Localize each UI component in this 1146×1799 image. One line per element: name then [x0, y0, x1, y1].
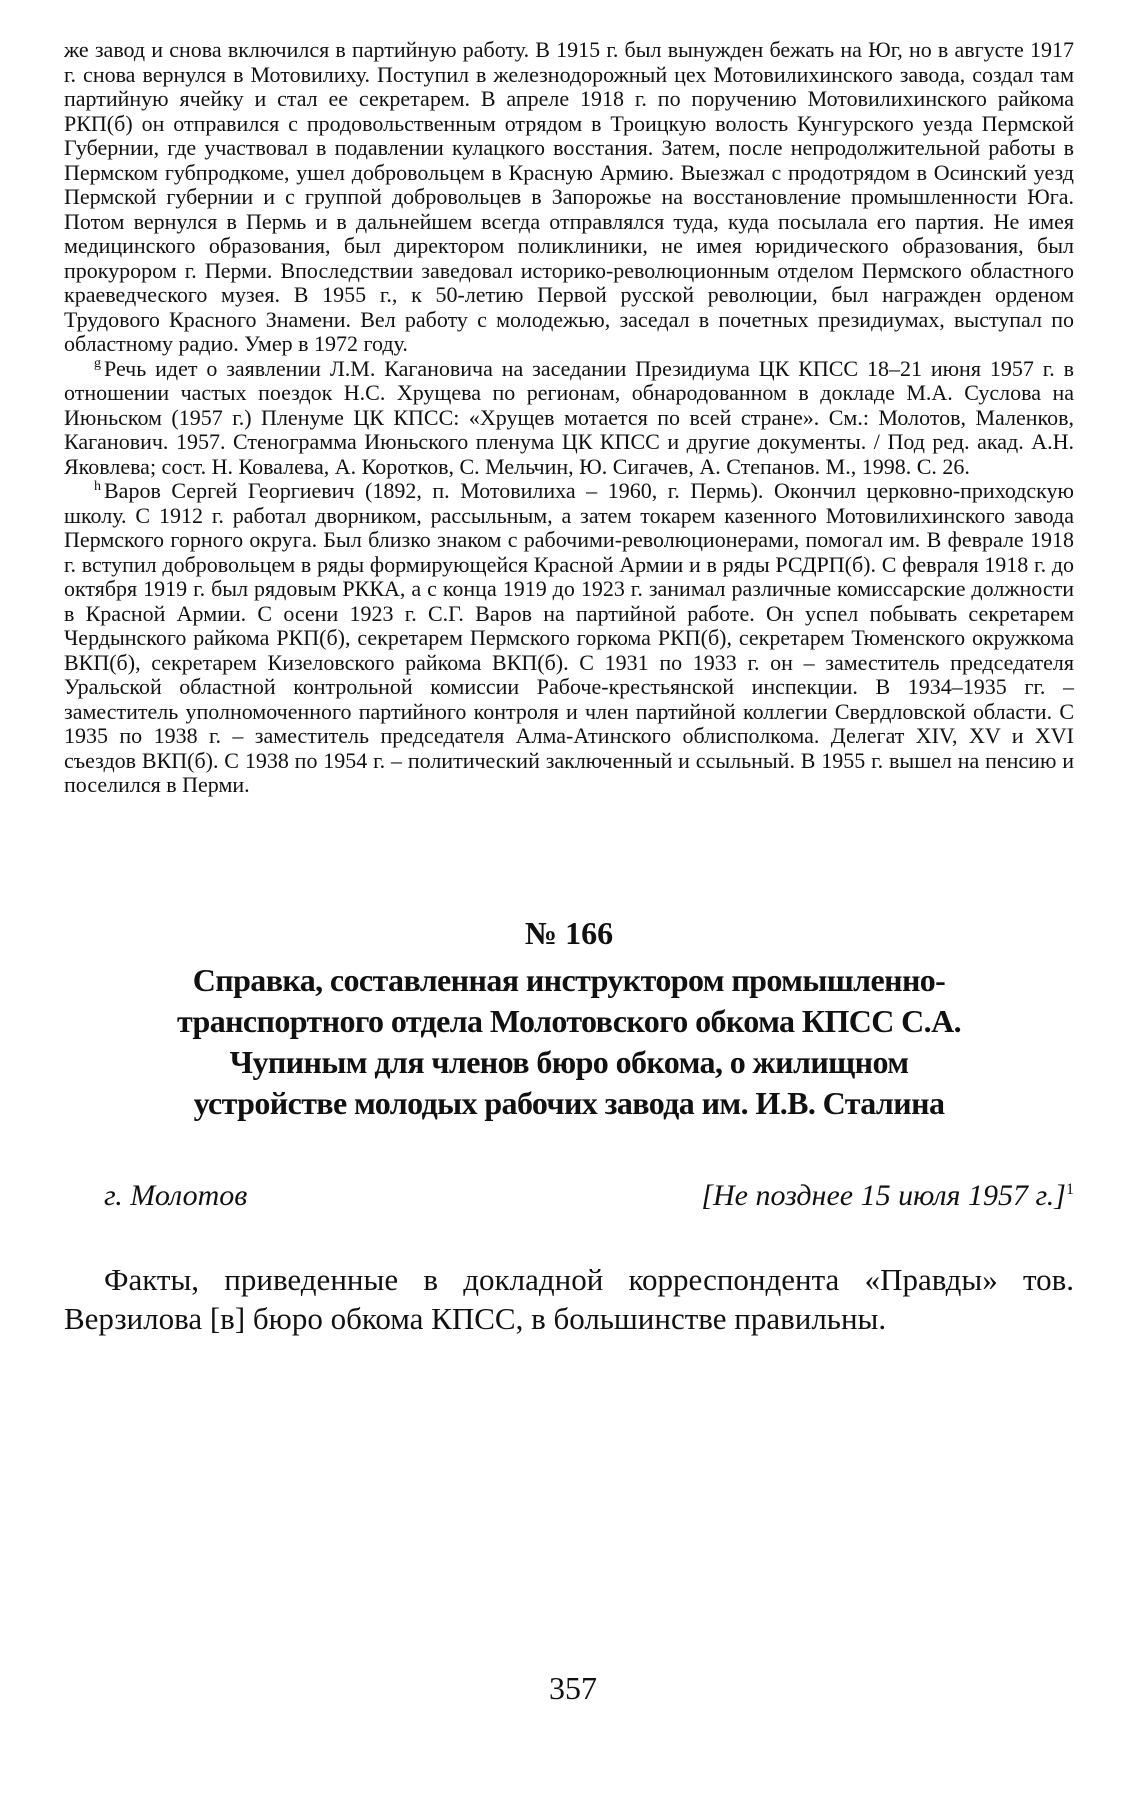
- footnote-marker-g: g: [94, 356, 101, 372]
- document-place: г. Молотов: [104, 1178, 248, 1212]
- footnote-h: [64, 479, 1074, 798]
- document-date-note: 1: [1066, 1180, 1074, 1198]
- footnote-h-text: Варов Сергей Георгиевич (1892, п. Мотовилиха – 1960, г. Пермь). Окончил церковно-приходскую школу. С 1912 г. работал дворником, рассыльным, а затем токарем казенного Мотовилихинского завода Пермского горного округа. Был близко знаком с рабочими-революционерами, помогал им. В феврале 1918 г. вступил добровольцем в ряды формирующейся Красной Армии и в ряды РСДРП(б). С февраля 1918 г. до октября 1919 г. был рядовым РККА, а с конца 1919 до 1923 г. занимал различные комиссарские должности в Красной Армии. С осени 1923 г. С.Г. Варов на партийной работе. Он успел побывать секретарем Чердынского райкома РКП(б), секретарем Пермского горкома РКП(б), секретарем Тюменского окружкома ВКП(б), секретарем Кизеловского райкома ВКП(б). С 1931 по 1933 г. он – заместитель председателя Уральской областной контрольной комиссии Рабоче-крестьянской инспекции. В 1934–1935 гг. – заместитель уполномоченного партийного контроля и член партийной коллегии Свердловской области. С 1935 по 1938 г. – заместитель председателя Алма-Атинского облисполкома. Делегат XIV, XV и XVI съездов ВКП(б). С 1938 по 1954 г. – политический заключенный и ссыльный. В 1955 г. вышел на пенсию и поселился в Перми.: [64, 478, 1074, 797]
- footnote-continued: же завод и снова включился в партийную работу. В 1915 г. был вынужден бежать на Юг, но в августе 1917 г. снова вернулся в Мотовилиху. Поступил в железнодорожный цех Мотовилихинского завода, создал там партийную ячейку и стал ее секретарем. В апреле 1918 г. по поручению Мотовилихинского райкома РКП(б) он отправился с продовольственным отрядом в Троицкую волость Кунгурского уезда Пермской Губернии, где участвовал в подавлении кулацкого восстания. Затем, после непродолжительной работы в Пермском губпродкоме, ушел добровольцем в Красную Армию. Выезжал с продотрядом в Осинский уезд Пермской губернии и с группой добровольцев в Запорожье на восстановление промышленности Юга. Потом вернулся в Пермь и в дальнейшем всегда отправлялся туда, куда посылала его партия. Не имея медицинского образования, был директором поликлиники, не имея юридического образования, был прокурором г. Перми. Впоследствии заведовал историко-революционным отделом Пермского областного краеведческого музея. В 1955 г., к 50-летию Первой русской революции, был награжден орденом Трудового Красного Знамени. Вел работу с молодежью, заседал в почетных президиумах, выступал по областному радио. Умер в 1972 году.: [64, 37, 1074, 356]
- footnote-g: [64, 357, 1074, 480]
- footnotes: [64, 38, 1074, 798]
- document-number: № 166: [524, 914, 614, 951]
- page: [64, 38, 1074, 1338]
- body-paragraph: Факты, приведенные в докладной корреспондента «Правды» тов. Верзилова [в] бюро обкома КПСС, в большинстве правильны.: [64, 1261, 1074, 1336]
- page-number: 357: [549, 1670, 597, 1706]
- document-title: Справка, составленная инструктором промышленно-транспортного отдела Молотовского обкома КПСС С.А. Чупиным для членов бюро обкома, о жилищном устройстве молодых рабочих завода им. И.В. Сталина: [176, 961, 961, 1121]
- footnote-g-text: Речь идет о заявлении Л.М. Кагановича на заседании Президиума ЦК КПСС 18–21 июня 1957 г. в отношении частых поездок Н.С. Хрущева по регионам, обнародованном в докладе М.А. Суслова на Июньском (1957 г.) Пленуме ЦК КПСС: «Хрущев мотается по всей стране». См.: Молотов, Маленков, Каганович. 1957. Стенограмма Июньского пленума ЦК КПСС и другие документы. / Под ред. акад. А.Н. Яковлева; сост. Н. Ковалева, А. Коротков, С. Мельчин, Ю. Сигачев, А. Степанов. М., 1998. С. 26.: [64, 355, 1074, 479]
- document-date-wrap: [701, 1178, 1074, 1214]
- document-body: [64, 1260, 1074, 1338]
- document-meta: [64, 1178, 1074, 1214]
- footnote-marker-h: h: [94, 478, 101, 494]
- document-date: [Не позднее 15 июля 1957 г.]: [701, 1178, 1066, 1212]
